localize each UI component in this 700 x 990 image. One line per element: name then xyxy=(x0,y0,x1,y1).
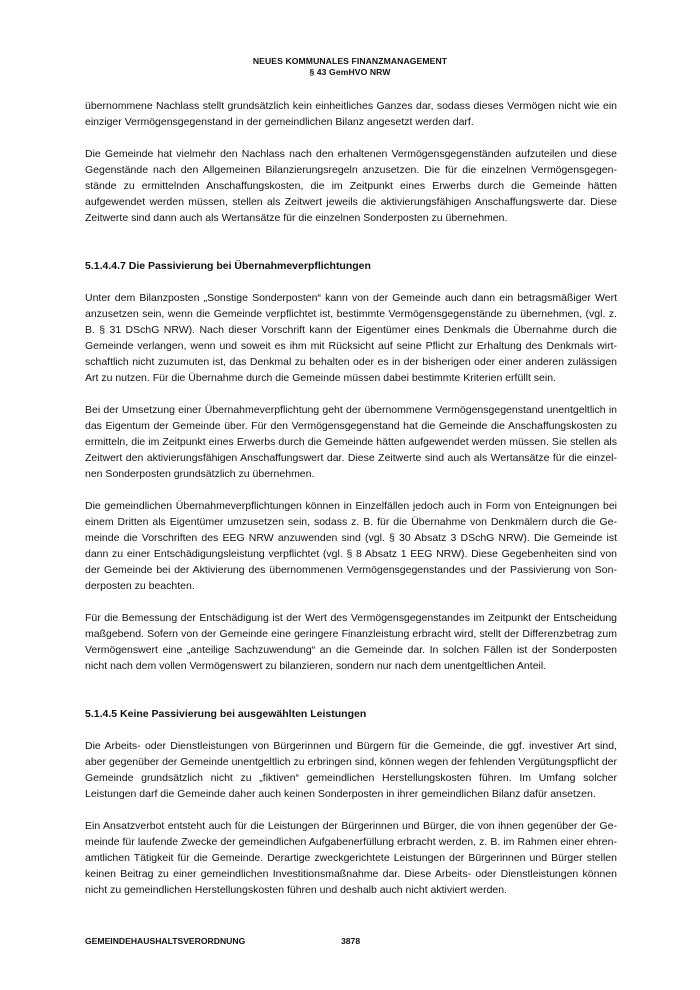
paragraph: übernommene Nachlass stellt grundsätzlich kein einheitliches Ganzes dar, sodass dieses Vermögen nicht wie ein einziger Vermögensgegenstand in der gemeindlichen Bilanz angesetzt werden darf. xyxy=(85,100,617,128)
section-heading: 5.1.4.5 Keine Passivierung bei ausgewählten Leistungen xyxy=(85,708,367,720)
paragraph: Bei der Umsetzung einer Übernahmeverpflichtung geht der übernommene Vermögensgegenstand unentgeltlich in das Eigentum der Gemeinde über. Für den Vermögensgegenstand hat die Gemeinde die Anschaffungskosten zu ermitteln, die im Zeitpunkt eines Erwerbs durch die Gemeinde hätten aufgewendet werden müssen. Sie stellen als Zeitwert den aktivierungsfähigen Anschaffungswert dar. Diese Zeitwerte sind auch als Wertansätze für die einzelnen Sonderposten grundsätzlich zu übernehmen. xyxy=(85,404,617,480)
paragraph: Die Gemeinde hat vielmehr den Nachlass nach den erhaltenen Vermögensgegenständen aufzuteilen und diese Gegenstände nach den Allgemeinen Bilanzierungsregeln anzusetzen. Die für die einzelnen Vermögensgegenstände zu ermittelnden Anschaffungskosten, die im Zeitpunkt eines Erwerbs durch die Gemeinde hätten aufgewendet werden müssen, stellen als Zeitwert jeweils die aktivierungsfähigen Anschaffungswerte dar. Diese Zeitwerte sind dann auch als Wertansätze für die einzelnen Sonderposten zu übernehmen. xyxy=(85,148,617,224)
paragraph: Unter dem Bilanzposten „Sonstige Sonderposten“ kann von der Gemeinde auch dann ein betragsmäßiger Wert anzusetzen sein, wenn die Gemeinde verpflichtet ist, bestimmte Vermögensgegenstände zu übernehmen, (vgl. z. B. § 31 DSchG NRW). Nach dieser Vorschrift kann der Eigentümer eines Denkmals die Übernahme durch die Gemeinde verlangen, wenn und soweit es ihm mit Rücksicht auf seine Pflicht zur Erhaltung des Denkmals wirtschaftlich nicht zuzumuten ist, das Denkmal zu behalten oder es in der bisherigen oder einer anderen zulässigen Art zu nutzen. Für die Übernahme durch die Gemeinde müssen dabei bestimmte Kriterien erfüllt sein. xyxy=(85,292,617,384)
document-body xyxy=(85,98,617,898)
header-subtitle: § 43 GemHVO NRW xyxy=(309,67,391,77)
header-title: NEUES KOMMUNALES FINANZMANAGEMENT xyxy=(252,56,448,66)
footer-title: GEMEINDEHAUSHALTSVERORDNUNG xyxy=(85,936,246,946)
paragraph: Für die Bemessung der Entschädigung ist der Wert des Vermögensgegenstandes im Zeitpunkt der Entscheidung maßgebend. Sofern von der Gemeinde eine geringere Finanzleistung erbracht wird, stellt der Differenzbetrag zum Vermögenswert eine „anteilige Sachzuwendung“ an die Gemeinde dar. In solchen Fällen ist der Sonderposten nicht nach dem vollen Vermögenswert zu bilanzieren, sondern nur nach dem unentgeltlichen Anteil. xyxy=(85,612,617,672)
paragraph: Die Arbeits- oder Dienstleistungen von Bürgerinnen und Bürgern für die Gemeinde, die ggf. investiver Art sind, aber gegenüber der Gemeinde unentgeltlich zu erbringen sind, können wegen der fehlenden Vergütungspflicht der Gemeinde grundsätzlich nicht zu „fiktiven“ gemeindlichen Herstellungskosten führen. Im Umfang solcher Leistungen darf die Gemeinde daher auch keinen Sonderposten in ihrer gemeindlichen Bilanz dafür ansetzen. xyxy=(85,740,617,800)
paragraph: Ein Ansatzverbot entsteht auch für die Leistungen der Bürgerinnen und Bürger, die von ihnen gegenüber der Gemeinde für laufende Zwecke der gemeindlichen Aufgabenerfüllung erbracht werden, z. B. im Rahmen einer ehrenamtlichen Tätigkeit für die Gemeinde. Derartige zweckgerichtete Leistungen der Bürgerinnen und Bürger stellen keinen Beitrag zu einer gemeindlichen Investitionsmaßnahme dar. Diese Arbeits- oder Dienstleistungen können nicht zu gemeindlichen Herstellungskosten führen und deshalb auch nicht aktiviert werden. xyxy=(85,820,617,896)
section-heading: 5.1.4.4.7 Die Passivierung bei Übernahmeverpflichtungen xyxy=(85,260,371,272)
page-number: 3878 xyxy=(341,936,361,946)
paragraph: Die gemeindlichen Übernahmeverpflichtungen können in Einzelfällen jedoch auch in Form von Enteignungen bei einem Dritten als Eigentümer umzusetzen sein, sodass z. B. für die Übernahme von Denkmälern durch die Gemeinde die Vorschriften des EEG NRW anzuwenden sind (vgl. § 30 Absatz 3 DSchG NRW). Die Gemeinde ist dann zu einer Entschädigungsleistung verpflichtet (vgl. § 8 Absatz 1 EEG NRW). Diese Gegebenheiten sind von der Gemeinde bei der Aktivierung des übernommenen Vermögensgegenstandes und der Passivierung von Sonderposten zu beachten. xyxy=(85,500,617,592)
page-header xyxy=(0,56,700,78)
